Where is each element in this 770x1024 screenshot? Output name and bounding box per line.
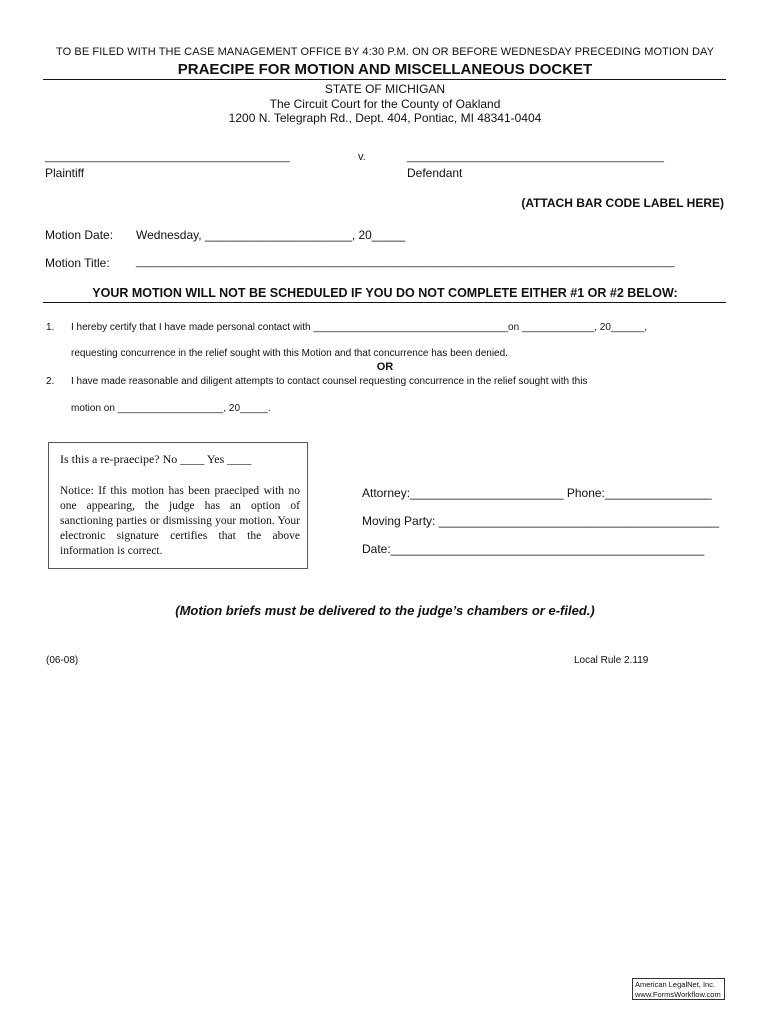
sanction-notice: Notice: If this motion has been praeciped with no one appearing, the judge has an option of sanctioning parties or dismissing your motion. Your electronic signature certifies that the above information is correct. [60,485,300,557]
attorney-phone-field[interactable]: Attorney:_______________________ Phone:________________ [362,486,712,500]
barcode-label-area: (ATTACH BAR CODE LABEL HERE) [521,196,724,210]
court-address: 1200 N. Telegraph Rd., Dept. 404, Pontiac, MI 48341-0404 [228,111,542,125]
option-1-contact-certification[interactable]: I hereby certify that I have made personal contact with ___________________________________on _____________, 20______, [71,322,648,333]
publisher-credit [632,978,725,1000]
title-divider [43,79,726,80]
local-rule-reference: Local Rule 2.119 [574,655,649,666]
motion-date-row [136,228,405,242]
motion-date-field[interactable]: ______________________ [204,228,352,242]
form-title: PRAECIPE FOR MOTION AND MISCELLANEOUS DOCKET [177,61,593,78]
moving-party-field[interactable]: Moving Party: __________________________________________ [362,514,719,528]
warning-divider [43,302,726,303]
plaintiff-field[interactable]: ________________________________________ [45,151,290,163]
court-name: The Circuit Court for the County of Oakland [269,97,501,111]
form-revision-code: (06-08) [46,655,79,666]
publisher-website[interactable]: www.FormsWorkflow.com [635,990,721,999]
motion-date-weekday: Wednesday, [136,228,202,242]
option-1-concurrence-denied: requesting concurrence in the relief sought with this Motion and that concurrence has been denied. [71,348,508,359]
motion-briefs-note: (Motion briefs must be delivered to the judge’s chambers or e-filed.) [175,603,595,618]
option-2-motion-date[interactable]: motion on ___________________, 20_____. [71,403,271,414]
schedule-warning-heading: YOUR MOTION WILL NOT BE SCHEDULED IF YOU DO NOT COMPLETE EITHER #1 OR #2 BELOW: [92,286,678,300]
filing-deadline-notice: TO BE FILED WITH THE CASE MANAGEMENT OFFICE BY 4:30 P.M. ON OR BEFORE WEDNESDAY PRECEDING MOTION DAY [55,46,715,58]
repraecipe-question[interactable]: Is this a re-praecipe? No ____ Yes ____ [60,452,252,466]
plaintiff-label: Plaintiff [45,166,85,180]
signature-date-field[interactable]: Date:_______________________________________________ [362,542,705,556]
motion-date-year[interactable]: , 20_____ [351,228,406,242]
motion-date-label: Motion Date: [45,228,114,242]
option-2-number: 2. [46,376,55,387]
option-2-diligent-attempts: I have made reasonable and diligent attempts to contact counsel requesting concurrence in the relief sought with this [71,376,588,387]
or-separator: OR [376,361,394,373]
option-1-number: 1. [46,322,55,333]
motion-title-label: Motion Title: [45,256,110,270]
defendant-field[interactable]: __________________________________________ [407,151,664,163]
defendant-label: Defendant [407,166,463,180]
motion-title-field[interactable]: ________________________________________________________________________________________ [136,256,675,268]
versus-label: v. [358,151,366,163]
state-name: STATE OF MICHIGAN [324,82,446,96]
publisher-name: American LegalNet, Inc. [635,980,716,989]
